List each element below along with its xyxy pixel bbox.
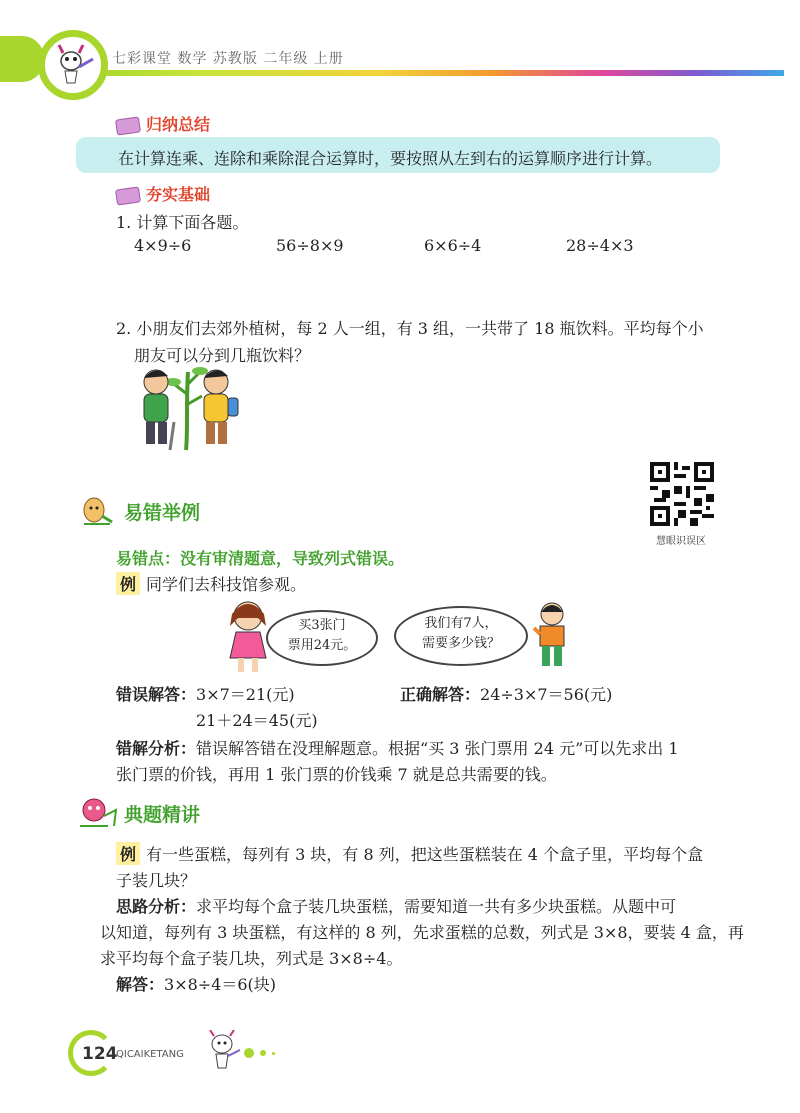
mistake-mascot-icon (80, 496, 114, 526)
footer-dot (272, 1052, 275, 1055)
footer-dot (260, 1050, 266, 1056)
qr-label: 慧眼识误区 (656, 536, 706, 547)
analysis-label: 错解分析： (116, 739, 197, 758)
kids-planting-illustration (130, 362, 242, 454)
q1-item: 28÷4×3 (566, 236, 634, 255)
q1-item: 4×9÷6 (134, 236, 192, 255)
summary-heading: 归纳总结 (116, 112, 210, 135)
mistakes-heading: 易错举例 (124, 502, 201, 524)
q1-item: 6×6÷4 (424, 236, 482, 255)
example-text: 同学们去科技馆参观。 (146, 575, 307, 594)
idea-line2: 以知道，每列有 3 块蛋糕，有这样的 8 列，先求蛋糕的总数，列式是 3×8，要装 4 盒，再 (100, 923, 744, 942)
mistake-point-text: 没有审清题意，导致列式错误。 (180, 549, 405, 568)
q2-line1: 2. 小朋友们去郊外植树，每 2 人一组，有 3 组，一共带了 18 瓶饮料。平均每个小 (116, 319, 704, 338)
right-answer-label: 正确解答： (400, 685, 481, 704)
header-mascot-circle (38, 30, 108, 100)
example-badge: 例 (116, 842, 140, 865)
classic-mascot-icon (78, 794, 118, 828)
footer-dot (244, 1048, 254, 1058)
header-rainbow-bar (52, 70, 784, 76)
page-number: 124 (82, 1044, 118, 1064)
q1-item: 56÷8×9 (276, 236, 344, 255)
idea-label: 思路分析： (116, 897, 197, 916)
speech-bubble-left: 买3张门 票用24元。 (266, 610, 378, 666)
classic-example-line1: 有一些蛋糕，每列有 3 块，有 8 列，把这些蛋糕装在 4 个盒子里，平均每个盒 (146, 845, 704, 864)
idea-line1: 求平均每个盒子装几块蛋糕，需要知道一共有多少块蛋糕。从题中可 (196, 897, 677, 916)
header-title: 七彩课堂 数学 苏教版 二年级 上册 (112, 51, 344, 67)
wrong-answer-1: 3×7＝21(元) (196, 685, 295, 704)
mascot-icon (45, 37, 101, 93)
wrong-answer-2: 21＋24＝45(元) (196, 711, 318, 730)
mistake-point-label: 易错点： (116, 549, 181, 568)
wrong-answer-label: 错误解答： (116, 685, 197, 704)
q1-prompt: 1. 计算下面各题。 (116, 213, 249, 232)
classic-heading: 典题精讲 (124, 804, 201, 826)
qr-code-icon[interactable] (650, 462, 714, 526)
basics-heading: 夯实基础 (116, 182, 210, 205)
classic-example-line2: 子装几块？ (116, 871, 197, 890)
analysis-line1: 错误解答错在没理解题意。根据“买 3 张门票用 24 元”可以先求出 1 (196, 739, 679, 758)
footer-brand: QICAIKETANG (116, 1049, 184, 1060)
answer-text: 3×8÷4＝6(块) (164, 975, 277, 994)
right-answer-1: 24÷3×7＝56(元) (480, 685, 613, 704)
tag-icon (115, 116, 141, 135)
example-badge: 例 (116, 572, 140, 595)
answer-label: 解答： (116, 975, 165, 994)
idea-line3: 求平均每个盒子装几块，列式是 3×8÷4。 (100, 949, 403, 968)
footer-mascot-icon (206, 1030, 242, 1076)
summary-text: 在计算连乘、连除和乘除混合运算时，要按照从左到右的运算顺序进行计算。 (118, 149, 663, 168)
tag-icon (115, 186, 141, 205)
analysis-line2: 张门票的价钱，再用 1 张门票的价钱乘 7 就是总共需要的钱。 (116, 765, 557, 784)
speech-bubble-right: 我们有7人， 需要多少钱？ (394, 606, 528, 666)
boy-illustration (532, 600, 572, 670)
q2-line2: 朋友可以分到几瓶饮料？ (134, 346, 311, 365)
girl-illustration (224, 598, 272, 674)
